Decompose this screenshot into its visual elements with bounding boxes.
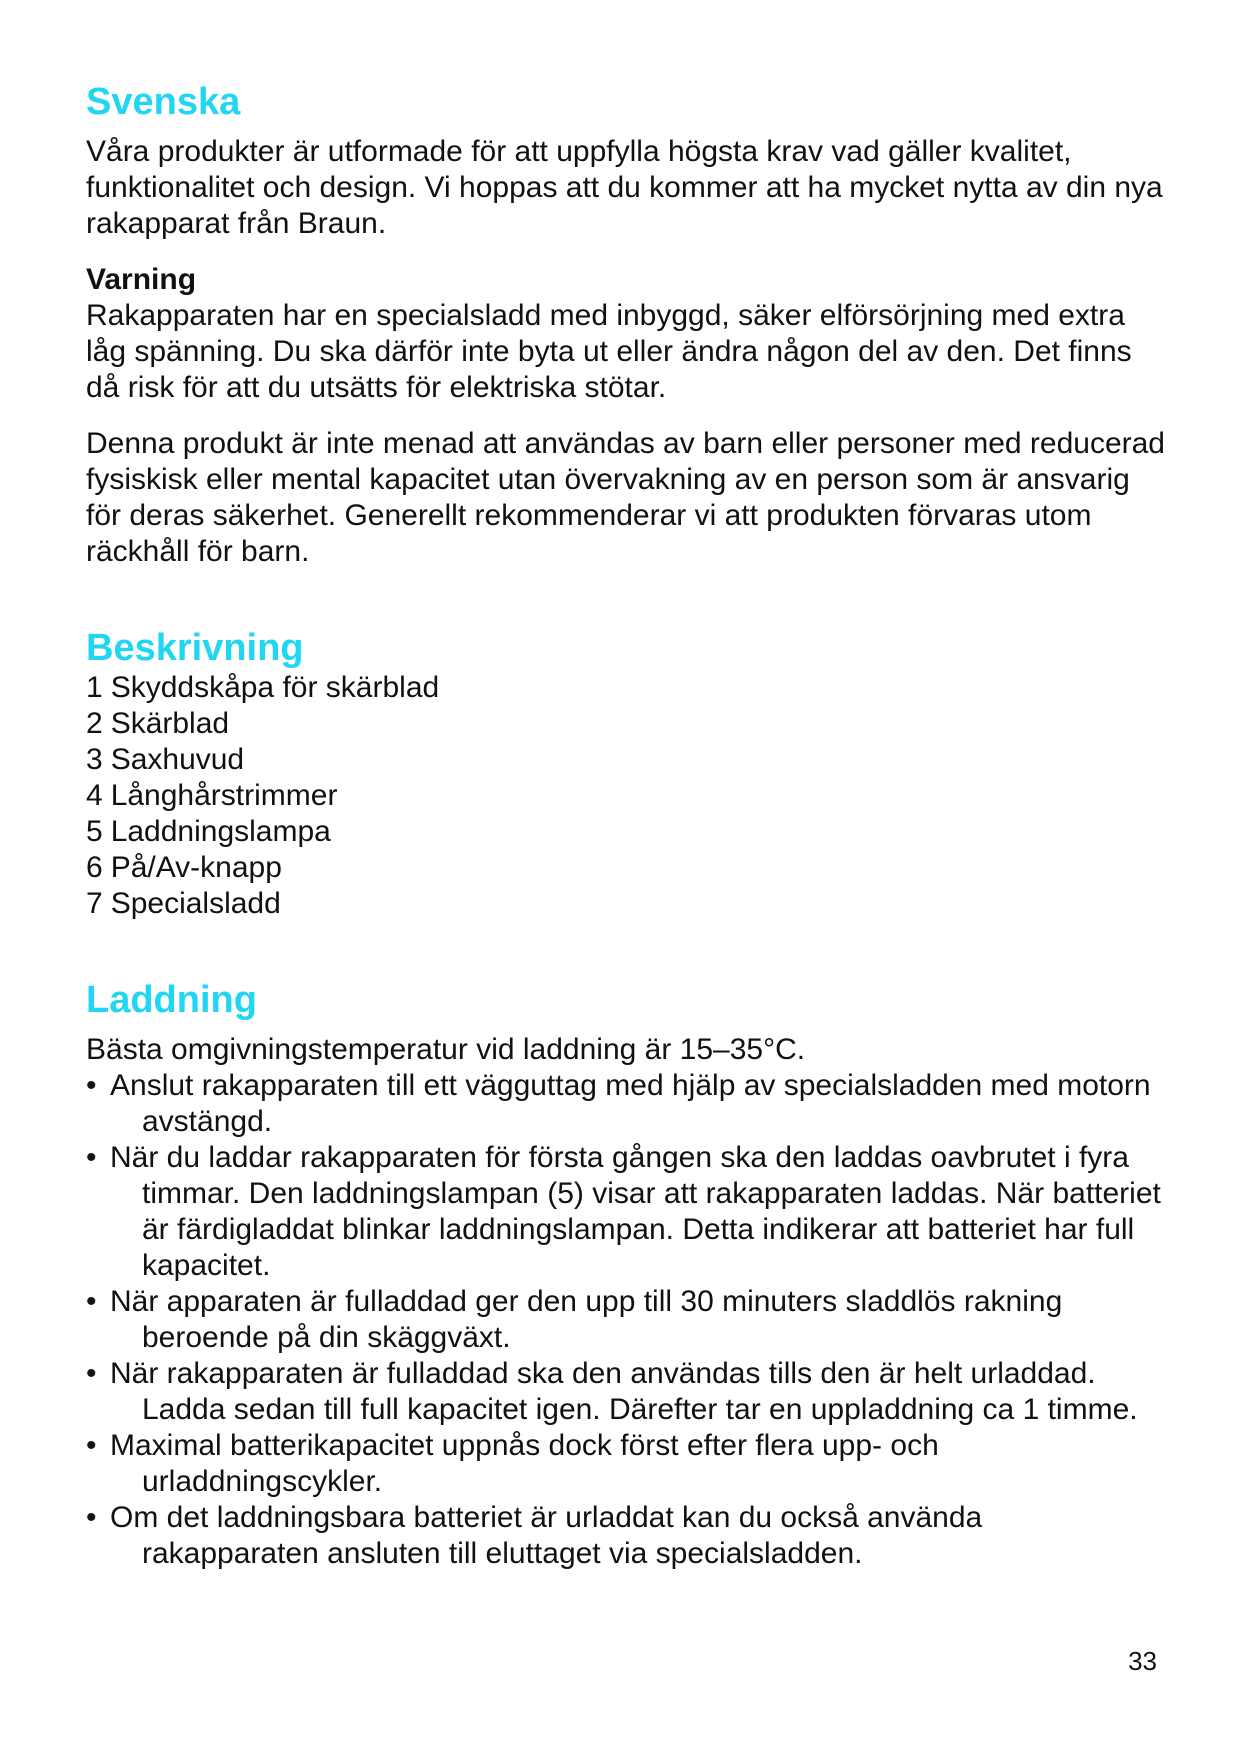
- bullet-text: När du laddar rakapparaten för första gången ska den laddas oavbrutet i fyra timmar. Den laddningslampan (5) visar att rakapparaten laddas. När batteriet är färdigladdat blinkar laddningslampan. Detta indikerar att batteriet har full kapacitet.: [110, 1141, 1161, 1282]
- description-item: [86, 670, 1166, 706]
- bullet-text: Om det laddningsbara batteriet är urladdat kan du också använda rakapparaten ansluten till eluttaget via specialsladden.: [110, 1501, 983, 1570]
- item-number: 4: [86, 779, 103, 812]
- bullet-item: [86, 1068, 1166, 1140]
- bullet-text: När apparaten är fulladdad ger den upp till 30 minuters sladdlös rakning beroende på din skäggväxt.: [110, 1285, 1063, 1354]
- bullet-symbol: •: [86, 1069, 97, 1102]
- item-label: Skyddskåpa för skärblad: [110, 671, 440, 704]
- section-title-laddning: Laddning: [86, 979, 257, 1021]
- item-number: 2: [86, 707, 103, 740]
- description-item: [86, 742, 1166, 778]
- section-title-beskrivning: Beskrivning: [86, 627, 304, 669]
- bullet-symbol: •: [86, 1357, 97, 1390]
- item-label: Långhårstrimmer: [110, 779, 338, 812]
- bullet-text: Maximal batterikapacitet uppnås dock först efter flera upp- och urladdningscykler.: [110, 1429, 939, 1498]
- bullet-item: [86, 1284, 1166, 1356]
- description-item: [86, 706, 1166, 742]
- item-number: 6: [86, 851, 103, 884]
- page-number: 33: [1128, 1646, 1157, 1676]
- bullet-item: [86, 1428, 1166, 1500]
- charging-intro: Bästa omgivningstemperatur vid laddning är 15–35°C.: [86, 1033, 806, 1066]
- page-content: [86, 80, 1166, 1572]
- section-title-svenska: Svenska: [86, 81, 241, 123]
- bullet-symbol: •: [86, 1429, 97, 1462]
- item-label: Saxhuvud: [110, 743, 245, 776]
- section-svenska: [86, 80, 1166, 570]
- bullet-symbol: •: [86, 1501, 97, 1534]
- intro-paragraph: Våra produkter är utformade för att uppfylla högsta krav vad gäller kvalitet, funktionalitet och design. Vi hoppas att du kommer att ha mycket nytta av din nya rakapparat från Braun.: [86, 135, 1163, 240]
- bullet-item: [86, 1356, 1166, 1428]
- item-number: 7: [86, 887, 103, 920]
- item-label: På/Av-knapp: [110, 851, 282, 884]
- item-number: 3: [86, 743, 103, 776]
- children-safety-paragraph: Denna produkt är inte menad att användas av barn eller personer med reducerad fysiskisk eller mental kapacitet utan övervakning av en person som är ansvarig för deras säkerhet. Generellt rekommenderar vi att produkten förvaras utom räckhåll för barn.: [86, 427, 1165, 568]
- description-item: [86, 850, 1166, 886]
- bullet-item: [86, 1140, 1166, 1284]
- item-label: Specialsladd: [110, 887, 281, 920]
- item-label: Skärblad: [110, 707, 230, 740]
- description-item: [86, 778, 1166, 814]
- item-number: 1: [86, 671, 103, 704]
- section-laddning: [86, 978, 1166, 1572]
- charging-bullet-list: [86, 1068, 1166, 1572]
- bullet-item: [86, 1500, 1166, 1572]
- bullet-text: När rakapparaten är fulladdad ska den användas tills den är helt urladdad. Ladda sedan till full kapacitet igen. Därefter tar en uppladdning ca 1 timme.: [110, 1357, 1138, 1426]
- bullet-symbol: •: [86, 1285, 97, 1318]
- item-label: Laddningslampa: [110, 815, 331, 848]
- section-beskrivning: [86, 626, 1166, 922]
- description-item: [86, 886, 1166, 922]
- description-list: [86, 670, 1166, 922]
- bullet-text: Anslut rakapparaten till ett vägguttag med hjälp av specialsladden med motorn avstängd.: [110, 1069, 1151, 1138]
- item-number: 5: [86, 815, 103, 848]
- description-item: [86, 814, 1166, 850]
- bullet-symbol: •: [86, 1141, 97, 1174]
- warning-label: Varning: [86, 263, 197, 296]
- warning-paragraph: Rakapparaten har en specialsladd med inbyggd, säker elförsörjning med extra låg spänning. Du ska därför inte byta ut eller ändra någon del av den. Det finns då risk för att du utsätts för elektriska stötar.: [86, 299, 1132, 404]
